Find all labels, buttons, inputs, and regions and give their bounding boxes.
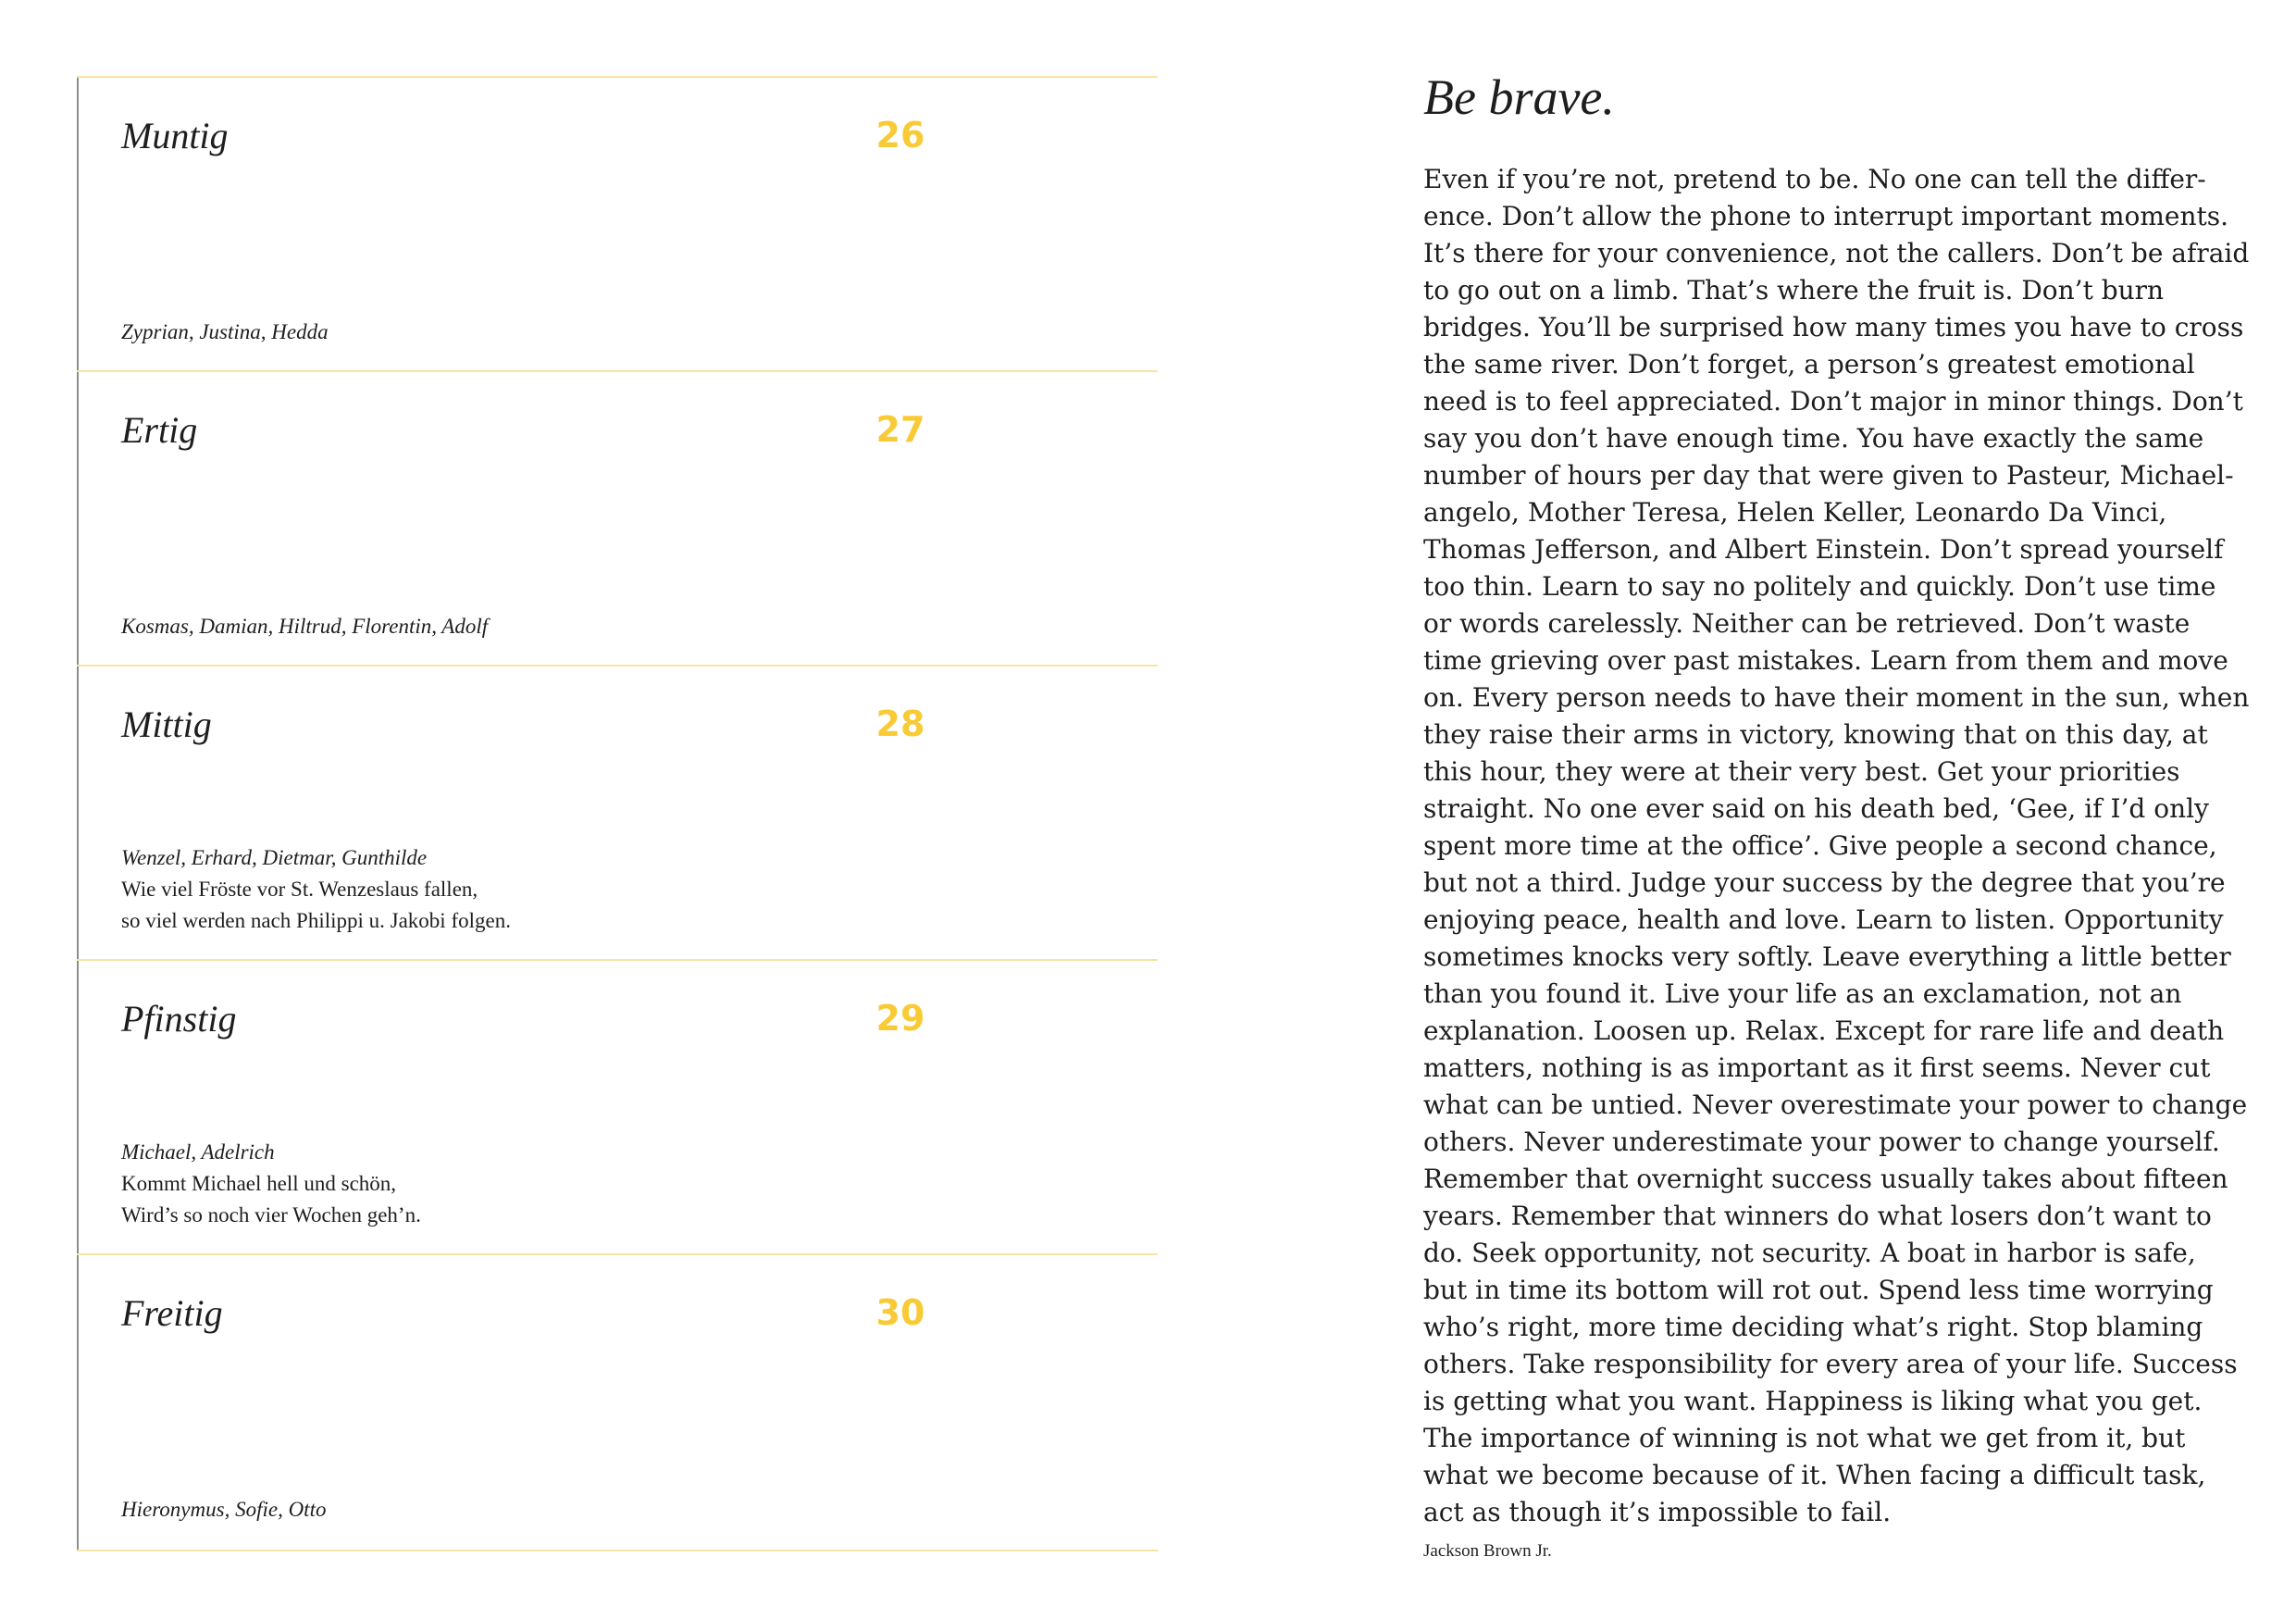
saints-names: Zyprian, Justina, Hedda bbox=[121, 320, 329, 343]
quote-line: but not a third. Judge your success by the degree that you’re bbox=[1423, 867, 2226, 898]
quote-line: act as though it’s impossible to fail. bbox=[1423, 1497, 1892, 1527]
quote-line: It’s there for your convenience, not the callers. Don’t be afraid bbox=[1423, 238, 2250, 268]
day-entry-29 bbox=[77, 959, 1158, 1255]
day-entry-26 bbox=[77, 76, 1158, 372]
quote-line: sometimes knocks very softly. Leave everything a little better bbox=[1423, 941, 2231, 972]
quote-line: too thin. Learn to say no politely and quickly. Don’t use time bbox=[1423, 571, 2216, 602]
quote-line: Even if you’re not, pretend to be. No one can tell the differ- bbox=[1423, 164, 2206, 194]
quote-line: ence. Don’t allow the phone to interrupt important moments. bbox=[1423, 201, 2229, 231]
quote-line: angelo, Mother Teresa, Helen Keller, Leonardo Da Vinci, bbox=[1423, 497, 2167, 528]
day-name: Pfinstig bbox=[121, 998, 237, 1040]
proverb-line: Wird’s so noch vier Wochen geh’n. bbox=[121, 1203, 421, 1227]
quote-page bbox=[1423, 65, 2256, 1564]
saints-names: Hieronymus, Sofie, Otto bbox=[121, 1498, 327, 1521]
day-number: 29 bbox=[875, 998, 925, 1039]
quote-line: than you found it. Live your life as an exclamation, not an bbox=[1423, 978, 2182, 1009]
quote-line: bridges. You’ll be surprised how many times you have to cross bbox=[1423, 312, 2244, 342]
quote-line: others. Never underestimate your power to change yourself. bbox=[1423, 1127, 2220, 1157]
quote-title: Be brave. bbox=[1423, 69, 1615, 125]
quote-line: need is to feel appreciated. Don’t major in minor things. Don’t bbox=[1423, 386, 2243, 417]
quote-line: who’s right, more time deciding what’s right. Stop blaming bbox=[1423, 1312, 2203, 1342]
quote-line: Remember that overnight success usually takes about fifteen bbox=[1423, 1164, 2228, 1194]
quote-line: spent more time at the office’. Give people a second chance, bbox=[1423, 830, 2217, 861]
day-name: Ertig bbox=[121, 409, 198, 451]
proverb-line: Kommt Michael hell und schön, bbox=[121, 1172, 397, 1195]
quote-line: matters, nothing is as important as it first seems. Never cut bbox=[1423, 1052, 2211, 1083]
quote-line: or words carelessly. Neither can be retrieved. Don’t waste bbox=[1423, 608, 2191, 639]
proverb-line: so viel werden nach Philippi u. Jakobi folgen. bbox=[121, 909, 511, 932]
quote-line: time grieving over past mistakes. Learn from them and move bbox=[1423, 645, 2228, 676]
quote-line: is getting what you want. Happiness is liking what you get. bbox=[1423, 1386, 2203, 1416]
quote-line: Thomas Jefferson, and Albert Einstein. Don’t spread yourself bbox=[1423, 534, 2224, 565]
saints-names: Kosmas, Damian, Hiltrud, Florentin, Adolf bbox=[121, 615, 489, 638]
day-info bbox=[121, 1137, 421, 1231]
quote-line: but in time its bottom will rot out. Spend less time worrying bbox=[1423, 1275, 2214, 1305]
quote-line: The importance of winning is not what we get from it, but bbox=[1423, 1423, 2186, 1453]
quote-line: say you don’t have enough time. You have exactly the same bbox=[1423, 423, 2204, 454]
day-name: Freitig bbox=[121, 1292, 223, 1334]
quote-line: the same river. Don’t forget, a person’s greatest emotional bbox=[1423, 349, 2195, 380]
day-entry-28 bbox=[77, 665, 1158, 961]
day-entry-27 bbox=[77, 370, 1158, 666]
day-number: 27 bbox=[875, 409, 925, 450]
quote-line: what we become because of it. When facing a difficult task, bbox=[1423, 1460, 2206, 1490]
quote-line: they raise their arms in victory, knowing that on this day, at bbox=[1423, 719, 2208, 750]
day-info bbox=[121, 317, 329, 348]
day-info bbox=[121, 842, 511, 937]
quote-line: do. Seek opportunity, not security. A boat in harbor is safe, bbox=[1423, 1238, 2196, 1268]
day-number: 30 bbox=[875, 1292, 925, 1333]
quote-line: this hour, they were at their very best. Get your priorities bbox=[1423, 756, 2180, 787]
day-name: Mittig bbox=[121, 704, 212, 745]
quote-line: what can be untied. Never overestimate your power to change bbox=[1423, 1090, 2248, 1120]
quote-line: straight. No one ever said on his death bed, ‘Gee, if I’d only bbox=[1423, 793, 2209, 824]
day-info bbox=[121, 1494, 326, 1526]
quote-line: enjoying peace, health and love. Learn to listen. Opportunity bbox=[1423, 904, 2224, 935]
saints-names: Wenzel, Erhard, Dietmar, Gunthilde bbox=[121, 846, 428, 869]
quote-author: Jackson Brown Jr. bbox=[1423, 1541, 1552, 1561]
quote-line: number of hours per day that were given to Pasteur, Michael- bbox=[1423, 460, 2234, 491]
day-name: Muntig bbox=[121, 115, 229, 156]
day-number: 28 bbox=[875, 704, 925, 744]
quote-line: others. Take responsibility for every area of your life. Success bbox=[1423, 1349, 2238, 1379]
day-number: 26 bbox=[875, 115, 925, 156]
saints-names: Michael, Adelrich bbox=[121, 1140, 275, 1164]
quote-line: on. Every person needs to have their moment in the sun, when bbox=[1423, 682, 2250, 713]
proverb-line: Wie viel Fröste vor St. Wenzeslaus fallen, bbox=[121, 878, 478, 901]
quote-line: explanation. Loosen up. Relax. Except for rare life and death bbox=[1423, 1015, 2225, 1046]
day-info bbox=[121, 611, 488, 642]
quote-line: years. Remember that winners do what losers don’t want to bbox=[1423, 1201, 2212, 1231]
quote-line: to go out on a limb. That’s where the fruit is. Don’t burn bbox=[1423, 275, 2165, 305]
quote-body bbox=[1423, 161, 2250, 1531]
day-entry-30 bbox=[77, 1253, 1158, 1551]
